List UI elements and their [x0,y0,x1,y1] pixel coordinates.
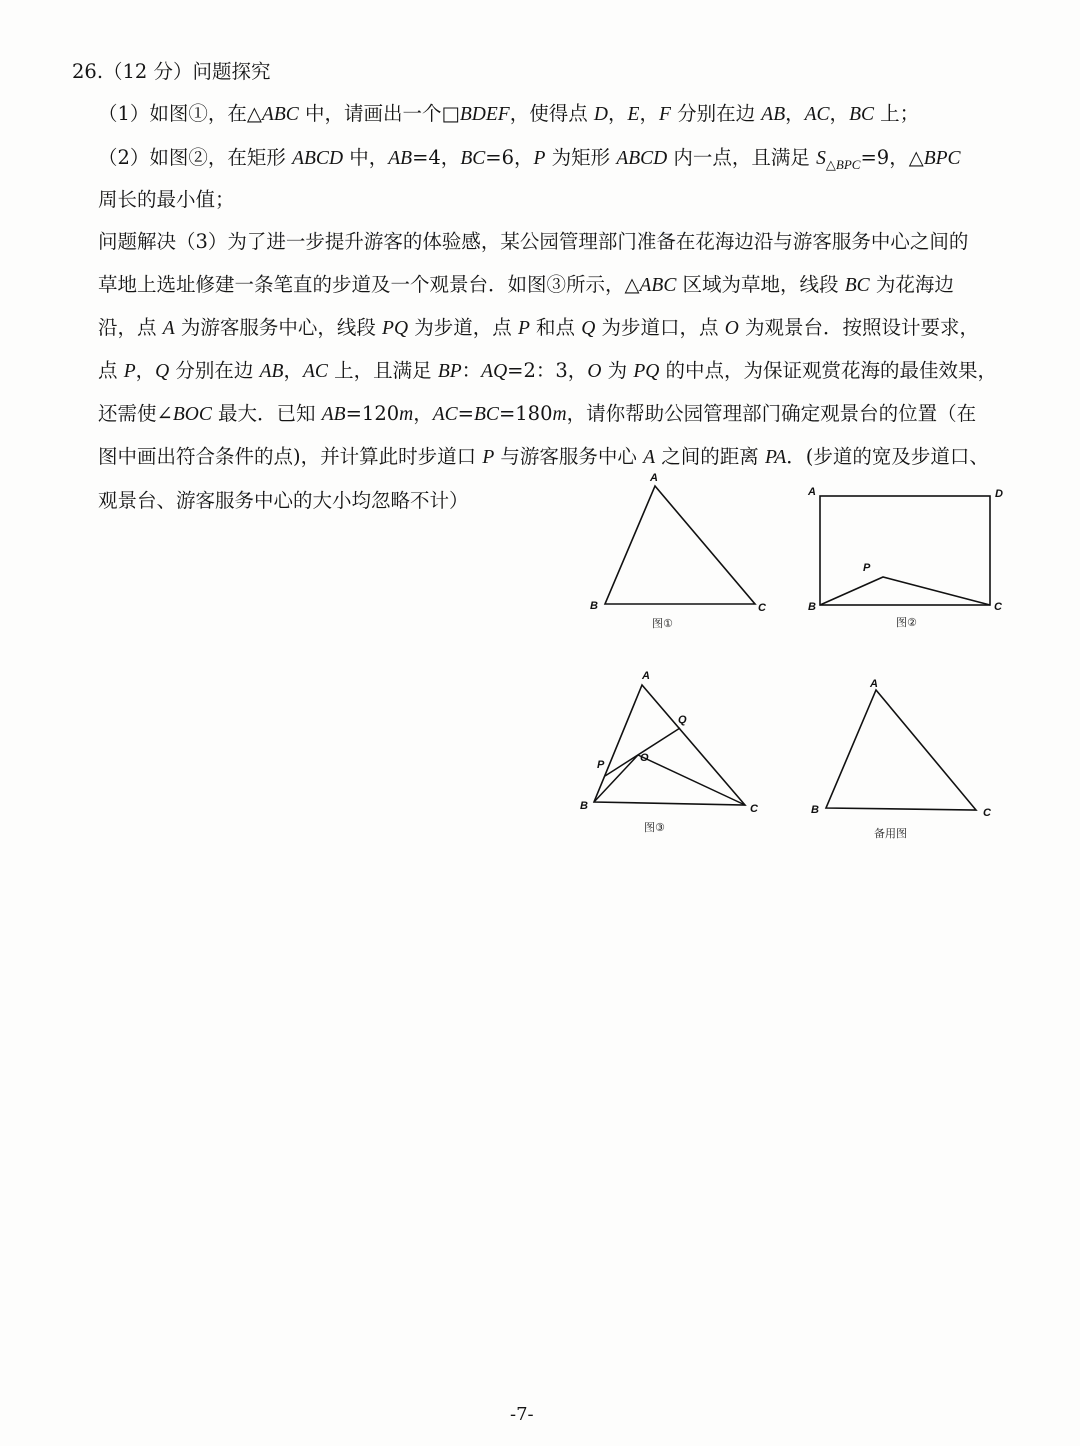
part1-text: （1）如图①，在△ABC 中，请画出一个□BDEF，使得点 D，E，F 分别在边 AB，AC，BC 上； [98,102,920,125]
page-number: -7- [510,1404,534,1425]
fig4-triangle-abc [826,690,976,810]
fig2-caption: 图② [896,617,917,629]
part3-line6: 图中画出符合条件的点)，并计算此时步道口 P 与游客服务中心 A 之间的距离 PA．(步道的宽及步道口、 [98,445,989,468]
figure-4-spare [800,672,1010,847]
part3-line5: 还需使∠BOC 最大．已知 AB=120m，AC=BC=180m，请你帮助公园管理部门确定观景台的位置（在 [98,402,977,425]
fig3-label-q: Q [678,714,687,726]
fig1-label-c: C [758,602,766,614]
fig1-caption: 图① [652,618,673,630]
fig4-label-a: A [870,678,878,690]
fig4-label-b: B [811,804,819,816]
fig4-caption: 备用图 [874,828,907,840]
fig2-label-d: D [995,488,1003,500]
fig1-triangle-abc [605,486,755,604]
figure-2 [800,480,1020,640]
figure-3 [572,665,772,840]
figure-1 [585,468,775,638]
fig2-label-b: B [808,601,816,613]
fig2-rectangle-abcd [820,496,990,605]
part3-line4: 点 P，Q 分别在边 AB，AC 上，且满足 BP：AQ=2：3，O 为 PQ 的中点，为保证观赏花海的最佳效果， [98,359,998,382]
fig3-label-p: P [597,759,605,771]
part3-line1: 问题解决（3）为了进一步提升游客的体验感，某公园管理部门准备在花海边沿与游客服务中心之间的 [98,230,969,253]
part3-line7: 观景台、游客服务中心的大小均忽略不计） [98,489,469,512]
fig2-segments-bpc [820,577,990,605]
fig3-label-c: C [750,803,758,815]
part3-line2: 草地上选址修建一条笔直的步道及一个观景台．如图③所示，△ABC 区域为草地，线段 BC 为花海边 [98,273,954,296]
fig4-label-c: C [983,807,991,819]
fig3-segment-oc [638,755,745,805]
fig1-label-a: A [650,472,658,484]
fig3-caption: 图③ [644,822,665,834]
fig2-label-c: C [994,601,1002,613]
fig3-label-o: O [640,752,649,764]
fig3-label-b: B [580,800,588,812]
fig2-label-p: P [863,562,871,574]
part2-line2: 周长的最小值； [98,188,235,211]
part3-line3: 沿，点 A 为游客服务中心，线段 PQ 为步道，点 P 和点 Q 为步道口，点 O 为观景台．按照设计要求， [98,316,980,339]
fig3-triangle-abc [594,685,745,805]
part2-line1: （2）如图②，在矩形 ABCD 中，AB=4，BC=6，P 为矩形 ABCD 内一点，且满足 $S_{\triangle BPC}=9$，△BPC [98,146,961,172]
fig3-label-a: A [642,670,650,682]
problem-header: 26.（12 分）问题探究 [72,60,271,83]
fig2-label-a: A [808,486,816,498]
fig1-label-b: B [590,600,598,612]
